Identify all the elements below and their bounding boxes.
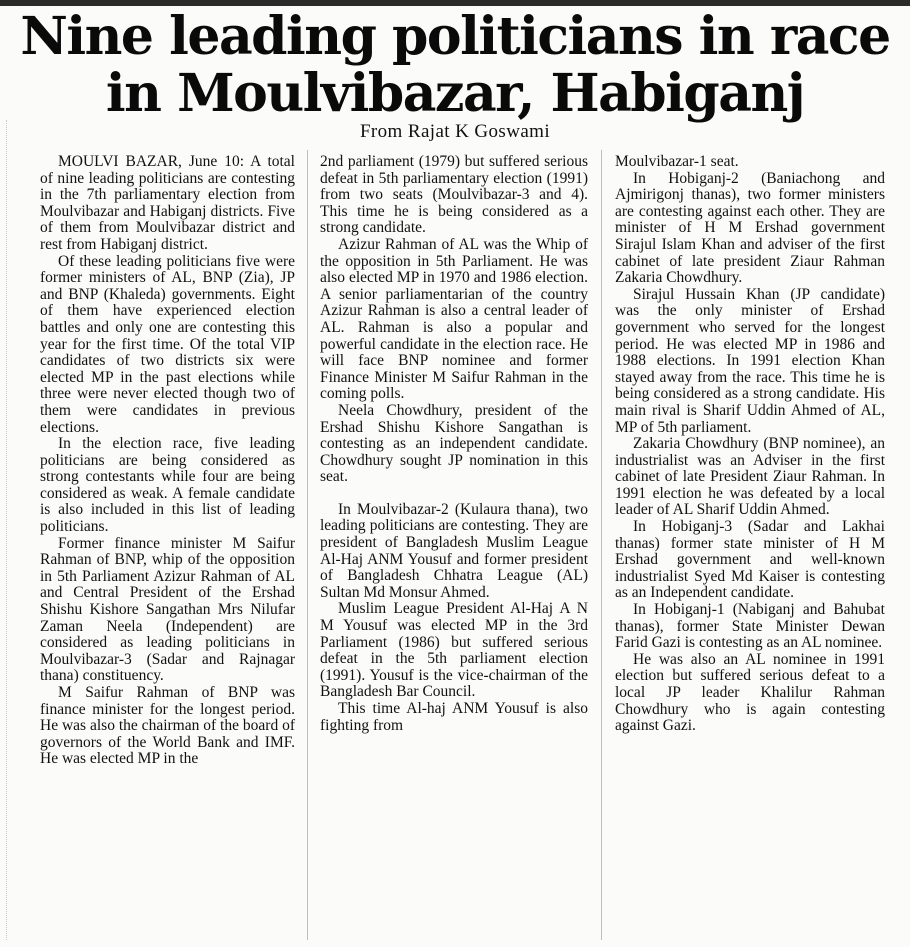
paragraph: 2nd parliament (1979) but suffered serious defeat in 5th parliamentary election (1991) from two seats (Moulvibazar-3 and 4). This time he is being considered as a strong candidate. [320, 153, 588, 237]
headline-line-2: in Moulvibazar, Habiganj [105, 63, 805, 124]
column-divider-2 [601, 150, 602, 940]
left-margin-edge [6, 120, 8, 940]
paragraph: MOULVI BAZAR, June 10: A total of nine leading politicians are contesting in the 7th parliamentary election from Moulvibazar and Habiganj districts. Five of them from Moulvibazar district and rest from Habiganj district. [40, 153, 295, 253]
paragraph: In Hobiganj-1 (Nabiganj and Bahubat thanas), former State Minister Dewan Farid Gazi is contesting as an AL nominee. [615, 601, 885, 652]
paragraph: Former finance minister M Saifur Rahman of BNP, whip of the opposition in 5th Parliament Azizur Rahman of AL and Central President of the Ershad Shishu Kishore Sangathan Mrs Nilufar Zaman Neela (Independent) are considered as leading politicians in Moulvibazar-3 (Sadar and Rajnagar thana) constituency. [40, 534, 295, 685]
paragraph: This time Al-haj ANM Yousuf is also fighting from [320, 700, 588, 734]
paragraph: Of these leading politicians five were former ministers of AL, BNP (Zia), JP and BNP (Khaleda) governments. Eight of them have experienced election battles and only one are contesting this year for the first time. Of the total VIP candidates of two districts six were elected MP in the past elections while three were never elected though two of them were candidates in previous elections. [40, 252, 295, 436]
paragraph: In the election race, five leading politicians are being considered as strong contestants while four are being considered as weak. A female candidate is also included in this list of leading politicians. [40, 435, 295, 536]
paragraph: Neela Chowdhury, president of the Ershad Shishu Kishore Sangathan is contesting as an independent candidate. Chowdhury sought JP nomination in this seat. [320, 401, 588, 486]
paragraph: Muslim League President Al-Haj A N M Yousuf was elected MP in the 3rd Parliament (1986) but suffered serious defeat in the 5th parliament election (1991). Yousuf is the vice-chairman of the Bangladesh Bar Council. [320, 600, 588, 701]
paragraph: Azizur Rahman of AL was the Whip of the opposition in 5th Parliament. He was also elected MP in 1970 and 1986 election. A senior parliamentarian of the country Azizur Rahman is also a central leader of AL. Rahman is also a popular and powerful candidate in the election race. He will face BNP nominee and former Finance Minister M Saifur Rahman in the coming polls. [320, 235, 588, 403]
paragraph: M Saifur Rahman of BNP was finance minister for the longest period. He was also the chairman of the board of governors of the World Bank and IMF. He was elected MP in the [40, 684, 295, 768]
byline: From Rajat K Goswami [359, 121, 551, 142]
paragraph: Moulvibazar-1 seat. [615, 153, 739, 170]
article-column-1 [40, 154, 295, 768]
column-divider-1 [307, 150, 308, 940]
article-column-2 [320, 154, 588, 734]
paragraph: Zakaria Chowdhury (BNP nominee), an industrialist was an Adviser in the first cabinet of late President Ziaur Rahman. In 1991 election he was defeated by a local leader of AL Sharif Uddin Ahmed. [615, 435, 885, 519]
paragraph: Sirajul Hussain Khan (JP candidate) was the only minister of Ershad government who served for the longest period. He was elected MP in 1986 and 1988 elections. In 1991 election Khan stayed away from the race. This time he is being considered as a strong candidate. His main rival is Sharif Uddin Ahmed of AL, MP of 5th parliament. [615, 285, 885, 436]
article-column-3 [615, 154, 885, 735]
paragraph: In Hobiganj-3 (Sadar and Lakhai thanas) former state minister of H M Ershad government and well-known industrialist Syed Md Kaiser is contesting as an Independent candidate. [615, 518, 885, 602]
paragraph: In Moulvibazar-2 (Kulaura thana), two leading politicians are contesting. They are president of Bangladesh Muslim League Al-Haj ANM Yousuf and former president of Bangladesh Chhatra League (AL) Sultan Md Monsur Ahmed. [320, 500, 588, 601]
paragraph: He was also an AL nominee in 1991 election but suffered serious defeat to a local JP leader Khalilur Rahman Chowdhury who is again contesting against Gazi. [615, 650, 885, 735]
headline-line-1: Nine leading politicians in race [20, 6, 890, 67]
headline [0, 8, 910, 122]
paragraph: In Hobiganj-2 (Baniachong and Ajmirigonj thanas), two former ministers are contesting against each other. They are minister of H M Ershad government Sirajul Islam Khan and adviser of the first cabinet of late president Ziaur Rahman Zakaria Chowdhury. [615, 169, 885, 287]
